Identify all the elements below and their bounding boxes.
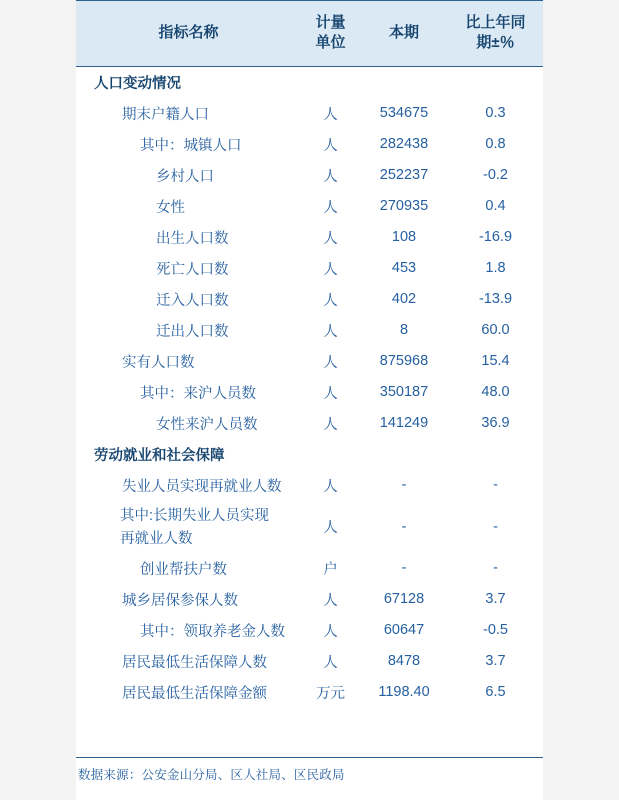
column-header-indicator-name-text: 指标名称: [158, 24, 219, 42]
table-section-row: [76, 66, 543, 98]
row-yoy-change: 60.0: [481, 322, 510, 338]
source-note: 数据来源：公安金山分局、区人社局、区民政局: [78, 768, 345, 782]
row-yoy-change: -: [493, 560, 498, 577]
row-unit: 人: [323, 385, 338, 402]
table-row: [76, 129, 543, 160]
row-yoy-change: -16.9: [478, 229, 513, 245]
column-header-yoy-line1: 比上年同: [465, 14, 526, 31]
row-current-value: 350187: [379, 384, 429, 400]
page-right-margin: [543, 0, 619, 800]
row-yoy-change: -: [493, 518, 498, 535]
row-indicator-name: 居民最低生活保障金额: [122, 685, 267, 702]
row-indicator-name: 其中：城镇人口: [140, 137, 242, 154]
row-yoy-change: 48.0: [481, 384, 510, 400]
table-row: [76, 377, 543, 408]
row-yoy-change: 1.8: [485, 260, 506, 276]
row-indicator-name: 失业人员实现再就业人数: [122, 478, 282, 495]
table-row: [76, 646, 543, 677]
row-unit: 万元: [316, 685, 345, 702]
column-header-unit: [301, 1, 360, 67]
row-indicator-name: 劳动就业和社会保障: [94, 447, 225, 464]
row-indicator-name: 实有人口数: [122, 354, 195, 371]
row-unit: [301, 439, 360, 470]
column-header-indicator-name: [76, 1, 301, 67]
row-current-value: 141249: [379, 415, 429, 431]
column-header-unit-line1: 计量: [315, 14, 346, 31]
row-yoy-change: 3.7: [485, 653, 506, 670]
row-current-value: 270935: [379, 198, 429, 214]
row-indicator-name: 乡村人口: [156, 168, 214, 185]
row-indicator-name: 迁出人口数: [156, 323, 229, 340]
table-row: [76, 315, 543, 346]
table-row: [76, 584, 543, 615]
row-yoy-change: 6.5: [485, 684, 506, 701]
row-current-value: 453: [391, 260, 417, 276]
row-indicator-name: 出生人口数: [156, 230, 229, 247]
row-current-value: [360, 66, 448, 98]
table-section-row: [76, 439, 543, 470]
table-row: [76, 346, 543, 377]
row-yoy-change: -13.9: [478, 291, 513, 307]
statistics-table-wrapper: [76, 0, 543, 708]
row-current-value: 60647: [383, 622, 425, 639]
row-yoy-change: -0.2: [483, 167, 508, 183]
table-row: [76, 253, 543, 284]
row-unit: 人: [323, 654, 338, 671]
row-indicator-name: 期末户籍人口: [122, 106, 209, 123]
row-unit: 人: [323, 230, 338, 247]
row-yoy-change: 36.9: [481, 415, 510, 431]
page-left-margin: [0, 0, 76, 800]
row-current-value: -: [401, 477, 407, 493]
row-current-value: 875968: [379, 353, 429, 369]
row-indicator-name: 人口变动情况: [94, 75, 181, 92]
table-row: [76, 677, 543, 708]
row-current-value: [360, 439, 448, 470]
table-row: [76, 408, 543, 439]
row-indicator-name: [76, 501, 301, 553]
row-unit: 户: [323, 561, 338, 578]
row-current-value: 1198.40: [378, 684, 430, 701]
table-row: [76, 615, 543, 646]
row-yoy-change: 0.8: [485, 136, 506, 152]
column-header-current-period-text: 本期: [388, 24, 419, 42]
row-yoy-change: 0.3: [485, 105, 506, 121]
table-row: [76, 470, 543, 501]
row-yoy-change: 15.4: [481, 353, 510, 369]
row-indicator-name-line2: 再就业人数: [120, 530, 193, 547]
row-unit: 人: [323, 106, 338, 123]
table-row: [76, 553, 543, 584]
table-row: [76, 501, 543, 553]
row-current-value: -: [401, 560, 407, 577]
table-row: [76, 191, 543, 222]
row-current-value: 252237: [379, 167, 429, 183]
row-yoy-change: [448, 66, 543, 98]
statistics-table: [76, 0, 543, 708]
row-indicator-name: 女性来沪人员数: [156, 416, 258, 433]
row-current-value: 402: [391, 291, 417, 307]
row-indicator-name: 其中：领取养老金人数: [140, 623, 285, 640]
row-yoy-change: 0.4: [485, 198, 506, 214]
row-indicator-name: 创业帮扶户数: [140, 561, 227, 578]
row-unit: 人: [323, 623, 338, 640]
row-unit: [301, 66, 360, 98]
table-header: [76, 1, 543, 67]
table-row: [76, 160, 543, 191]
row-indicator-name: 死亡人口数: [156, 261, 229, 278]
row-current-value: 108: [391, 229, 417, 245]
row-indicator-name: 女性: [156, 199, 185, 216]
row-unit: 人: [323, 261, 338, 278]
row-unit: 人: [323, 168, 338, 185]
row-indicator-name: 居民最低生活保障人数: [122, 654, 267, 671]
row-unit: 人: [323, 354, 338, 371]
row-current-value: 67128: [383, 591, 425, 608]
row-unit: 人: [323, 478, 338, 495]
row-unit: 人: [323, 292, 338, 309]
row-current-value: -: [401, 518, 407, 535]
table-header-row: [76, 1, 543, 67]
row-unit: 人: [323, 592, 338, 609]
column-header-yoy-change: [448, 1, 543, 67]
column-header-current-period: [360, 1, 448, 67]
row-yoy-change: 3.7: [485, 591, 506, 608]
column-header-yoy-line2: 期±％: [476, 34, 515, 52]
footer-divider: [76, 757, 543, 758]
table-row: [76, 98, 543, 129]
table-body: [76, 66, 543, 708]
row-indicator-name: 城乡居保参保人数: [122, 592, 238, 609]
row-unit: 人: [323, 137, 338, 154]
row-current-value: 282438: [379, 136, 429, 152]
row-current-value: 8: [399, 322, 409, 338]
row-current-value: 8478: [387, 653, 421, 670]
row-yoy-change: -0.5: [483, 622, 508, 639]
row-unit: 人: [323, 416, 338, 433]
row-unit: 人: [323, 323, 338, 340]
row-yoy-change: -: [493, 477, 498, 493]
table-row: [76, 222, 543, 253]
row-yoy-change: [448, 439, 543, 470]
row-indicator-name: 迁入人口数: [156, 292, 229, 309]
column-header-unit-line2: 单位: [315, 34, 346, 52]
row-indicator-name: 其中：来沪人员数: [140, 385, 256, 402]
row-unit: 人: [323, 520, 338, 536]
row-current-value: 534675: [379, 105, 429, 121]
table-row: [76, 284, 543, 315]
row-indicator-name-line1: 其中:长期失业人员实现: [120, 507, 270, 524]
row-unit: 人: [323, 199, 338, 216]
